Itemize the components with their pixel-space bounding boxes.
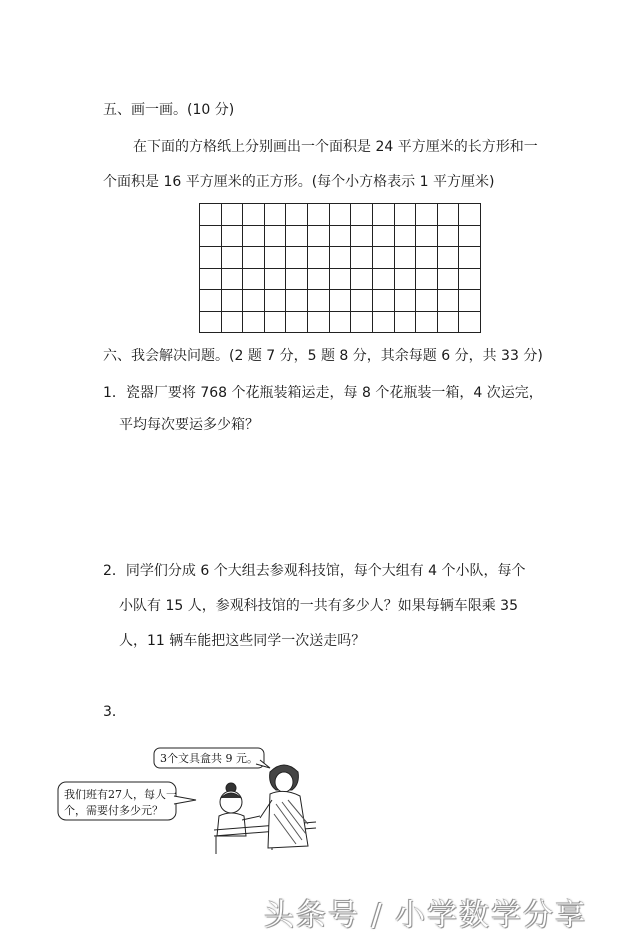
grid-cell <box>438 290 460 312</box>
question2-line2: 小队有 15 人，参观科技馆的一共有多少人？如果每辆车限乘 35 <box>119 598 518 614</box>
grid-cell <box>330 290 352 312</box>
grid-cell <box>200 226 222 248</box>
grid-cell <box>308 247 330 269</box>
seller-figure <box>260 765 308 848</box>
grid-cell <box>265 247 287 269</box>
grid-cell <box>459 269 481 291</box>
grid-cell <box>438 247 460 269</box>
grid-cell <box>459 312 481 334</box>
grid-cell <box>330 269 352 291</box>
grid-cell <box>459 290 481 312</box>
section6-title: 六、我会解决问题。(2 题 7 分，5 题 8 分，其余每题 6 分，共 33 分) <box>103 348 543 364</box>
grid-cell <box>438 312 460 334</box>
grid-cell <box>286 204 308 226</box>
grid-cell <box>459 247 481 269</box>
grid-cell <box>222 226 244 248</box>
grid-cell <box>351 247 373 269</box>
grid-cell <box>373 204 395 226</box>
grid-cell <box>200 312 222 334</box>
grid-cell <box>308 226 330 248</box>
grid-cell <box>395 247 417 269</box>
grid-cell <box>373 247 395 269</box>
grid-cell <box>395 312 417 334</box>
grid-cell <box>286 269 308 291</box>
student-speech-bubble <box>58 782 196 820</box>
shop-illustration <box>56 744 326 854</box>
grid-cell <box>373 312 395 334</box>
grid-cell <box>416 226 438 248</box>
grid-cell <box>438 204 460 226</box>
question2-line1: 2．同学们分成 6 个大组去参观科技馆，每个大组有 4 个小队，每个 <box>103 563 526 579</box>
grid-cell <box>373 269 395 291</box>
grid-cell <box>243 247 265 269</box>
grid-cell <box>459 204 481 226</box>
grid-cell <box>200 247 222 269</box>
grid-cell <box>416 290 438 312</box>
grid-cell <box>330 312 352 334</box>
grid-cell <box>416 204 438 226</box>
grid-cell <box>416 247 438 269</box>
grid-cell <box>416 269 438 291</box>
grid-cell <box>373 226 395 248</box>
grid-cell <box>395 269 417 291</box>
seller-speech-bubble <box>154 748 270 768</box>
grid-cell <box>243 290 265 312</box>
section5-title: 五、画一画。(10 分) <box>103 102 235 118</box>
grid-cell <box>286 312 308 334</box>
grid-cell <box>222 269 244 291</box>
question2-line3: 人，11 辆车能把这些同学一次送走吗？ <box>119 633 366 649</box>
grid-cell <box>330 226 352 248</box>
grid-cell <box>351 312 373 334</box>
question1-line1: 1．瓷器厂要将 768 个花瓶装箱运走，每 8 个花瓶装一箱，4 次运完， <box>103 385 543 401</box>
grid-cell <box>395 204 417 226</box>
grid-cell <box>286 290 308 312</box>
grid-cell <box>351 269 373 291</box>
grid-cell <box>200 269 222 291</box>
grid-cell <box>395 226 417 248</box>
grid-cell <box>243 269 265 291</box>
grid-cell <box>265 204 287 226</box>
student-bubble-text-1: 我们班有27人，每人一 <box>64 788 177 801</box>
grid-cell <box>308 269 330 291</box>
grid-cell <box>200 290 222 312</box>
seller-bubble-text: 3个文具盒共 9 元。 <box>160 752 258 765</box>
section5-instruction-line1: 在下面的方格纸上分别画出一个面积是 24 平方厘米的长方形和一 <box>133 139 538 155</box>
grid-cell <box>243 226 265 248</box>
grid-cell <box>416 312 438 334</box>
grid-paper <box>199 203 481 333</box>
grid-cell <box>351 290 373 312</box>
question3-number: 3． <box>103 704 126 720</box>
grid-cell <box>265 226 287 248</box>
grid-cell <box>222 247 244 269</box>
student-bubble-text-2: 个，需要付多少元？ <box>64 804 163 817</box>
grid-cell <box>351 204 373 226</box>
grid-cell <box>373 290 395 312</box>
grid-cell <box>330 204 352 226</box>
grid-cell <box>222 204 244 226</box>
grid-cell <box>459 226 481 248</box>
grid-cell <box>286 247 308 269</box>
grid-cell <box>222 312 244 334</box>
grid-cell <box>265 290 287 312</box>
grid-cell <box>308 290 330 312</box>
grid-cell <box>243 204 265 226</box>
grid-cell <box>330 247 352 269</box>
grid-cell <box>265 269 287 291</box>
watermark: 头条号 / 小学数学分享 <box>264 898 588 933</box>
grid-cell <box>265 312 287 334</box>
grid-cell <box>222 290 244 312</box>
grid-cell <box>438 269 460 291</box>
grid-cell <box>286 226 308 248</box>
section5-instruction-line2: 个面积是 16 平方厘米的正方形。(每个小方格表示 1 平方厘米) <box>103 174 495 190</box>
grid-cell <box>395 290 417 312</box>
grid-cell <box>351 226 373 248</box>
grid-cell <box>308 312 330 334</box>
grid-cell <box>243 312 265 334</box>
grid-cell <box>200 204 222 226</box>
grid-cell <box>308 204 330 226</box>
grid-cell <box>438 226 460 248</box>
question1-line2: 平均每次要运多少箱？ <box>119 417 259 433</box>
